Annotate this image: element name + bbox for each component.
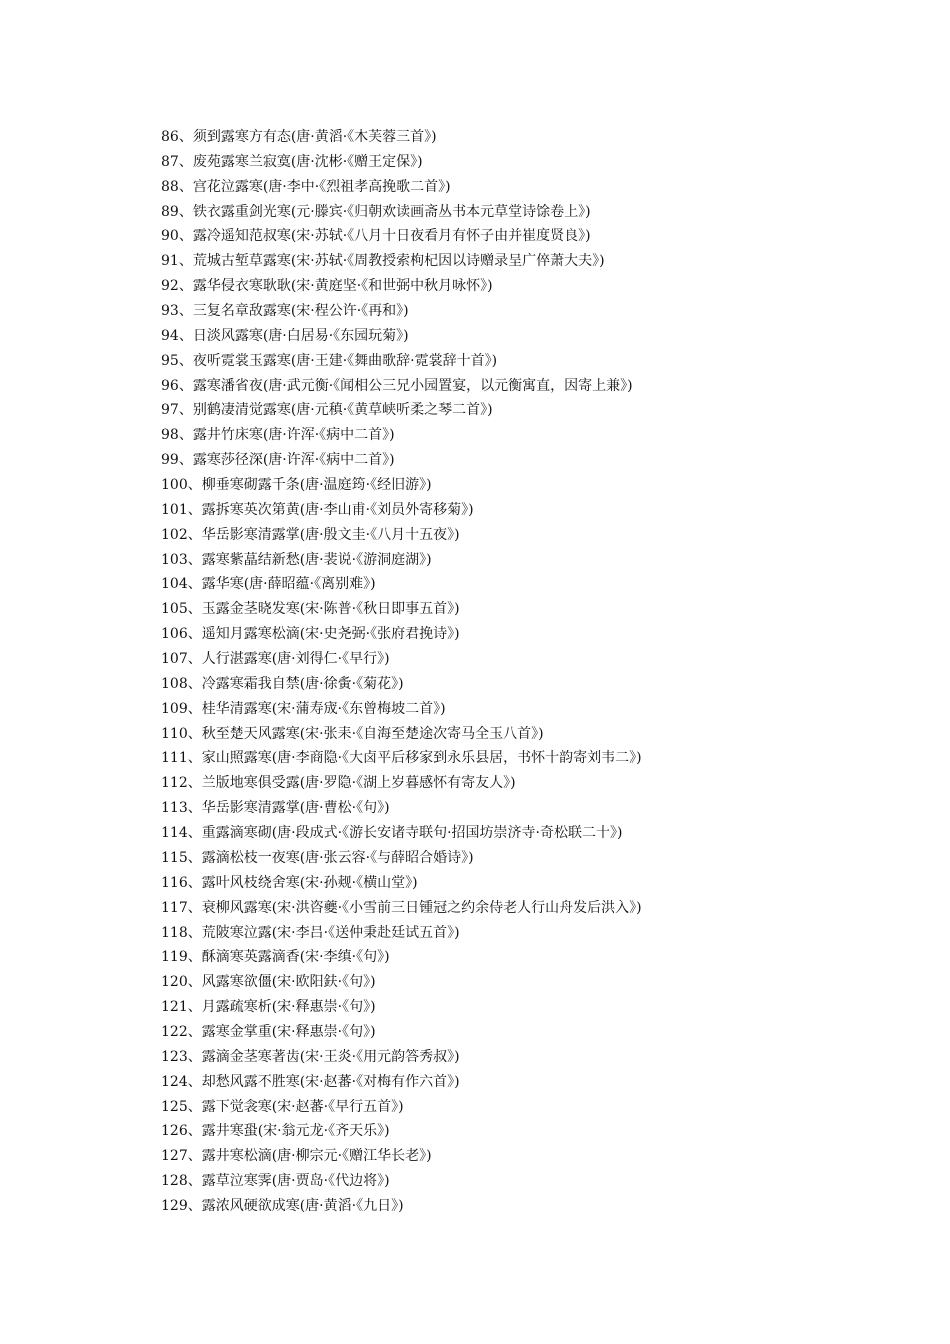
poem-line-111: 111、家山照露寒(唐·李商隐·《大卤平后移家到永乐县居，书怀十韵寄刘韦二》) (161, 750, 642, 767)
poem-line-112: 112、兰版地寒俱受露(唐·罗隐·《湖上岁暮感怀有寄友人》) (161, 775, 516, 792)
poem-line-101: 101、露拆寒英次第黄(唐·李山甫·《刘员外寄移菊》) (161, 501, 474, 518)
poem-line-list (161, 125, 642, 1219)
poem-line-96: 96、露寒潘省夜(唐·武元衡·《闻相公三兄小园置宴，以元衡寓直，因寄上兼》) (161, 377, 633, 394)
poem-line-109: 109、桂华清露寒(宋·蒲寿宬·《东曾梅坡二首》) (161, 700, 446, 717)
poem-line-100: 100、柳垂寒砌露千条(唐·温庭筠·《经旧游》) (161, 477, 432, 494)
poem-line-121: 121、月露疏寒析(宋·释惠崇·《句》) (161, 999, 376, 1016)
poem-line-106: 106、遥知月露寒松滴(宋·史尧弼·《张府君挽诗》) (161, 626, 460, 643)
poem-line-91: 91、荒城古堑草露寒(宋·苏轼·《周教授索枸杞因以诗赠录呈广倅萧大夫》) (161, 253, 605, 270)
poem-line-102: 102、华岳影寒清露掌(唐·殷文圭·《八月十五夜》) (161, 526, 460, 543)
poem-line-98: 98、露井竹床寒(唐·许浑·《病中二首》) (161, 427, 395, 444)
poem-line-114: 114、重露滴寒砌(唐·段成式·《游长安诸寺联句·招国坊崇济寺·奇松联二十》) (161, 825, 623, 842)
poem-line-99: 99、露寒莎径深(唐·许浑·《病中二首》) (161, 452, 395, 469)
poem-line-113: 113、华岳影寒清露掌(唐·曹松·《句》) (161, 800, 390, 817)
poem-line-123: 123、露滴金茎寒著齿(宋·王炎·《用元韵答秀叔》) (161, 1048, 460, 1065)
poem-line-86: 86、须到露寒方有态(唐·黄滔·《木芙蓉三首》) (161, 129, 437, 145)
poem-line-129: 129、露浓风硬欲成寒(唐·黄滔·《九日》) (161, 1197, 404, 1214)
poem-line-125: 125、露下觉衾寒(宋·赵蕃·《早行五首》) (161, 1098, 404, 1115)
poem-line-122: 122、露寒金掌重(宋·释惠崇·《句》) (161, 1023, 376, 1040)
poem-line-105: 105、玉露金茎晓发寒(宋·陈普·《秋日即事五首》) (161, 601, 460, 618)
poem-line-92: 92、露华侵衣寒耿耿(宋·黄庭坚·《和世弼中秋月咏怀》) (161, 278, 493, 295)
poem-line-126: 126、露井寒蛩(宋·翁元龙·《齐天乐》) (161, 1123, 390, 1140)
poem-line-110: 110、秋至楚天风露寒(宋·张耒·《自海至楚途次寄马全玉八首》) (161, 725, 544, 742)
poem-line-108: 108、冷露寒霜我自禁(唐·徐夤·《菊花》) (161, 675, 404, 692)
poem-line-88: 88、宫花泣露寒(唐·李中·《烈祖孝高挽歌二首》) (161, 178, 451, 195)
poem-line-116: 116、露叶风枝绕舍寒(宋·孙觌·《横山堂》) (161, 874, 418, 891)
poem-line-118: 118、荒陂寒泣露(宋·李吕·《送仲秉赴廷试五首》) (161, 924, 460, 941)
poem-line-119: 119、酥滴寒英露滴香(宋·李缜·《句》) (161, 949, 390, 966)
poem-line-127: 127、露井寒松滴(唐·柳宗元·《赠江华长老》) (161, 1148, 432, 1165)
poem-line-124: 124、却愁风露不胜寒(宋·赵蕃·《对梅有作六首》) (161, 1073, 460, 1090)
poem-line-90: 90、露冷遥知范叔寒(宋·苏轼·《八月十日夜看月有怀子由并崔度贤良》) (161, 228, 591, 245)
poem-line-128: 128、露草泣寒霁(唐·贾岛·《代边将》) (161, 1173, 390, 1190)
poem-line-120: 120、风露寒欲僵(宋·欧阳鈇·《句》) (161, 974, 376, 991)
poem-line-104: 104、露华寒(唐·薛昭蕴·《离别难》) (161, 576, 376, 593)
poem-line-87: 87、废苑露寒兰寂寞(唐·沈彬·《赠王定保》) (161, 153, 423, 170)
poem-line-89: 89、铁衣露重剑光寒(元·滕宾·《归朝欢读画斋丛书本元草堂诗馀卷上》) (161, 203, 591, 220)
poem-line-95: 95、夜听霓裳玉露寒(唐·王建·《舞曲歌辞·霓裳辞十首》) (161, 352, 498, 369)
poem-line-103: 103、露寒紫蕌结新愁(唐·裴说·《游洞庭湖》) (161, 551, 432, 568)
poem-line-115: 115、露滴松枝一夜寒(唐·张云容·《与薛昭合婚诗》) (161, 849, 474, 866)
poem-line-117: 117、衰柳风露寒(宋·洪咨夔·《小雪前三日锺冠之约余侍老人行山舟发后洪入》) (161, 899, 642, 916)
poem-line-94: 94、日淡风露寒(唐·白居易·《东园玩菊》) (161, 327, 409, 344)
poem-line-107: 107、人行湛露寒(唐·刘得仁·《早行》) (161, 651, 390, 668)
poem-line-93: 93、三复名章敌露寒(宋·程公许·《再和》) (161, 303, 409, 320)
poem-line-97: 97、别鹤凄清觉露寒(唐·元稹·《黄草峡听柔之琴二首》) (161, 402, 493, 419)
